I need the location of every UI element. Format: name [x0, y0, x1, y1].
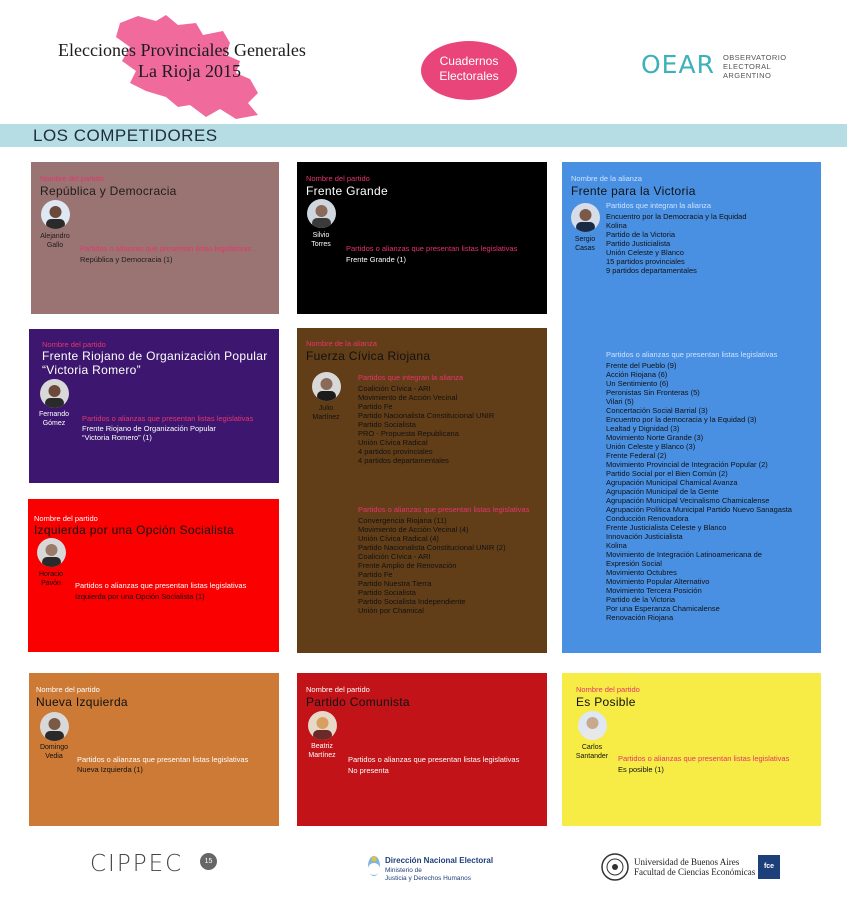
section-bar: [0, 124, 847, 147]
integran-label: Partidos que integran la alianza: [606, 201, 712, 210]
dne-sub: [385, 867, 471, 882]
list-item: Partido de la Victoria: [606, 230, 676, 239]
list-item: Agrupación Municipal Chamical Avanza: [606, 478, 738, 487]
candidate-first: Fernando: [39, 411, 69, 418]
card-partido-comunista: [297, 673, 547, 826]
card-name: Frente Grande: [306, 184, 388, 198]
candidate-first: Julio: [318, 405, 334, 412]
avatar: [312, 372, 341, 401]
list-item: Partido Nuestra Tierra: [358, 579, 432, 588]
candidate-first: Beatriz: [311, 743, 333, 750]
list-item: Coalición Cívica - ARI: [358, 384, 431, 393]
oear-line: ARGENTINO: [723, 71, 772, 80]
list-item: Partido de la Victoria: [606, 595, 676, 604]
card-name: Partido Comunista: [306, 695, 410, 709]
list-item: Agrupación Municipal Vecinalismo Chamicalense: [606, 496, 770, 505]
candidate-last: Gallo: [46, 241, 64, 249]
card-tag: Nombre del partido: [36, 685, 100, 694]
list-item: Coalición Cívica - ARI: [358, 552, 431, 561]
card-name-line-2: “Victoria Romero”: [42, 363, 141, 377]
lists-label: Partidos o alianzas que presentan listas legislativas: [348, 755, 520, 764]
candidate-name: [298, 232, 344, 249]
title-line-2: La Rioja 2015: [138, 61, 241, 81]
avatar: [307, 199, 336, 228]
list-item: Unión Cívica Radical: [358, 438, 428, 447]
list-item: Peronistas Sin Fronteras (5): [606, 388, 700, 397]
integran-label: Partidos que integran la alianza: [358, 373, 464, 382]
cippec-logo: CIPPEC: [90, 851, 184, 877]
avatar: [40, 379, 69, 408]
dne-sub-line: Ministerio de: [385, 867, 422, 874]
list-item: Partido Fe: [358, 402, 393, 411]
oear-line: OBSERVATORIO: [723, 53, 787, 62]
list-item: Unión Celeste y Blanco (3): [606, 442, 696, 451]
list-item: Unión Cívica Radical (4): [358, 534, 439, 543]
candidate-name: [32, 233, 78, 250]
card-name: Nueva Izquierda: [36, 695, 128, 709]
card-name: Fuerza Cívica Riojana: [306, 349, 431, 363]
card-tag: Nombre del partido: [34, 514, 98, 523]
title-line-1: Elecciones Provinciales Generales: [58, 40, 306, 60]
card-tag: Nombre de la alianza: [571, 174, 642, 183]
list-item: Expresión Social: [606, 559, 662, 568]
list-item: Nueva Izquierda (1): [77, 765, 143, 774]
oear-logo: [641, 48, 801, 82]
oear-line: ELECTORAL: [723, 62, 772, 71]
dne-sub-line: Justicia y Derechos Humanos: [385, 874, 471, 882]
candidate-name: [31, 744, 77, 761]
card-tag: Nombre del partido: [576, 685, 640, 694]
list-item: Un Sentimiento (6): [606, 379, 669, 388]
list-item: Frente Amplio de Renovación: [358, 561, 457, 570]
list-item: Frente Grande (1): [346, 255, 407, 264]
dne-title: Dirección Nacional Electoral: [385, 856, 494, 865]
oear-mark: OEAR: [641, 50, 715, 79]
list-item: Movimiento Tercera Posición: [606, 586, 702, 595]
list-item: Convergencia Riojana (11): [358, 516, 447, 525]
lists-list: [80, 255, 173, 264]
list-item: Lealtad y Dignidad (3): [606, 424, 680, 433]
card-victoria-romero: [29, 329, 279, 483]
dne-logo: [367, 854, 492, 882]
lists-list: [348, 766, 389, 775]
page-title: [58, 40, 306, 82]
candidate-last: Casas: [575, 244, 595, 252]
candidate-last: Santander: [575, 752, 609, 760]
list-item: Unión por Chamical: [358, 606, 424, 615]
argentina-shield-icon: [367, 854, 381, 878]
candidate-last: Gómez: [42, 419, 66, 427]
candidate-name: [303, 405, 349, 422]
list-item: No presenta: [348, 766, 389, 775]
card-nueva-izquierda: [29, 673, 279, 826]
list-item: Frente Justicialista Celeste y Blanco: [606, 523, 727, 532]
list-item: Frente Riojano de Organización Popular: [82, 424, 216, 433]
list-item: 4 partidos provinciales: [358, 447, 433, 456]
candidate-first: Silvio: [312, 232, 330, 239]
list-item: República y Democracia (1): [80, 255, 173, 264]
card-frente-grande: [297, 162, 547, 314]
fce-logo: fce: [758, 855, 780, 879]
candidate-name: [28, 571, 74, 588]
list-item: “Victoria Romero” (1): [82, 433, 152, 442]
list-item: Frente del Pueblo (9): [606, 361, 677, 370]
candidate-first: Domingo: [39, 744, 68, 751]
card-tag: Nombre de la alianza: [306, 339, 377, 348]
cuadernos-badge: Cuadernos Electorales: [421, 41, 517, 100]
avatar: [41, 200, 70, 229]
candidate-last: Torres: [311, 240, 331, 248]
candidate-last: Pavón: [41, 579, 61, 587]
section-title: LOS COMPETIDORES: [33, 126, 218, 145]
lists-label: Partidos o alianzas que presentan listas legislativas: [606, 350, 778, 359]
candidate-first: Sergio: [574, 236, 596, 243]
avatar: [571, 203, 600, 232]
lists-label: Partidos o alianzas que presentan listas legislativas: [346, 244, 518, 253]
lists-label: Partidos o alianzas que presentan listas legislativas: [82, 414, 254, 423]
list-item: Partido Justicialista: [606, 239, 671, 248]
card-tag: Nombre del partido: [306, 685, 370, 694]
candidate-last: Martínez: [312, 413, 340, 421]
list-item: Unión Celeste y Blanco: [606, 248, 684, 257]
list-item: Por una Esperanza Chamicalense: [606, 604, 720, 613]
lists-list: [606, 361, 792, 622]
list-item: Es posible (1): [618, 765, 664, 774]
list-item: Movimiento de Integración Latinoamericana de: [606, 550, 762, 559]
card-tag: Nombre del partido: [306, 174, 370, 183]
lists-list: [77, 765, 143, 774]
integran-list: [606, 212, 747, 275]
list-item: Innovación Justicialista: [606, 532, 683, 541]
card-name: Izquierda por una Opción Socialista: [34, 523, 234, 537]
lists-list: [346, 255, 406, 264]
list-item: Agrupación Política Municipal Partido Nuevo Sanagasta: [606, 505, 792, 514]
avatar: [308, 711, 337, 740]
card-es-posible: [562, 673, 821, 826]
card-name: República y Democracia: [40, 184, 177, 198]
list-item: Partido Socialista: [358, 420, 416, 429]
list-item: Movimiento Octubres: [606, 568, 677, 577]
card-izquierda-opcion-socialista: [28, 499, 279, 652]
list-item: Partido Socialista Independiente: [358, 597, 466, 606]
uba-line-1: Universidad de Buenos Aires: [634, 857, 740, 867]
card-fuerza-civica-riojana: [297, 328, 547, 653]
card-tag: Nombre del partido: [40, 174, 104, 183]
lists-label: Partidos o alianzas que presentan listas legislativas: [80, 244, 252, 253]
candidate-name: [569, 744, 615, 761]
candidate-name: [299, 743, 345, 760]
list-item: Movimiento de Acción Vecinal (4): [358, 525, 469, 534]
card-name-line-1: Frente Riojano de Organización Popular: [42, 349, 268, 363]
uba-seal-icon: [600, 852, 630, 882]
candidate-first: Horacio: [38, 571, 64, 578]
list-item: Acción Riojana (6): [606, 370, 668, 379]
lists-list: [618, 765, 664, 774]
card-name: Frente para la Victoria: [571, 184, 696, 198]
lists-list: [75, 592, 205, 601]
candidate-name: [562, 236, 608, 253]
avatar: [40, 712, 69, 741]
lists-label: Partidos o alianzas que presentan listas legislativas: [75, 581, 247, 590]
avatar: [578, 711, 607, 740]
list-item: Partido Nacionalista Constitucional UNIR: [358, 411, 495, 420]
uba-logo: [600, 852, 790, 886]
candidate-last: Martínez: [308, 751, 336, 759]
list-item: Partido Nacionalista Constitucional UNIR (2): [358, 543, 506, 552]
list-item: Encuentro por la democracia y la Equidad (3): [606, 415, 757, 424]
list-item: Conducción Renovadora: [606, 514, 689, 523]
list-item: 4 partidos departamentales: [358, 456, 449, 465]
candidate-name: [31, 411, 77, 428]
list-item: Renovación Riojana: [606, 613, 674, 622]
card-name: Es Posible: [576, 695, 636, 709]
list-item: Vilari (5): [606, 397, 634, 406]
avatar: [37, 538, 66, 567]
card-tag: Nombre del partido: [42, 340, 106, 349]
list-item: 9 partidos departamentales: [606, 266, 697, 275]
cippec-anniversary-badge: 15: [200, 853, 217, 870]
lists-label: Partidos o alianzas que presentan listas legislativas: [618, 754, 790, 763]
lists-list: [358, 516, 506, 615]
list-item: Movimiento Provincial de Integración Popular (2): [606, 460, 768, 469]
card-frente-para-la-victoria: [562, 162, 821, 653]
candidate-first: Alejandro: [40, 233, 70, 240]
candidate-last: Vedia: [45, 752, 63, 760]
list-item: Movimiento de Acción Vecinal: [358, 393, 458, 402]
lists-label: Partidos o alianzas que presentan listas legislativas: [358, 505, 530, 514]
list-item: Frente Federal (2): [606, 451, 667, 460]
list-item: Kolina: [606, 541, 627, 550]
list-item: Agrupación Municipal de la Gente: [606, 487, 719, 496]
list-item: Encuentro por la Democracia y la Equidad: [606, 212, 747, 221]
list-item: 15 partidos provinciales: [606, 257, 685, 266]
list-item: Movimiento Norte Grande (3): [606, 433, 704, 442]
lists-list: [82, 424, 216, 442]
list-item: Partido Socialista: [358, 588, 416, 597]
list-item: Izquierda por una Opción Socialista (1): [75, 592, 205, 601]
card-republica-y-democracia: [31, 162, 279, 314]
integran-list: [358, 384, 494, 465]
list-item: Movimiento Popular Alternativo: [606, 577, 710, 586]
list-item: Kolina: [606, 221, 627, 230]
uba-line-2: Facultad de Ciencias Económicas: [634, 867, 756, 877]
list-item: Concertación Social Barrial (3): [606, 406, 708, 415]
list-item: Partido Fe: [358, 570, 393, 579]
candidate-first: Carlos: [581, 744, 603, 751]
list-item: Partido Social por el Bien Común (2): [606, 469, 728, 478]
list-item: PRO - Propuesta Republicana: [358, 429, 459, 438]
oear-sub: [723, 53, 786, 80]
lists-label: Partidos o alianzas que presentan listas legislativas: [77, 755, 249, 764]
